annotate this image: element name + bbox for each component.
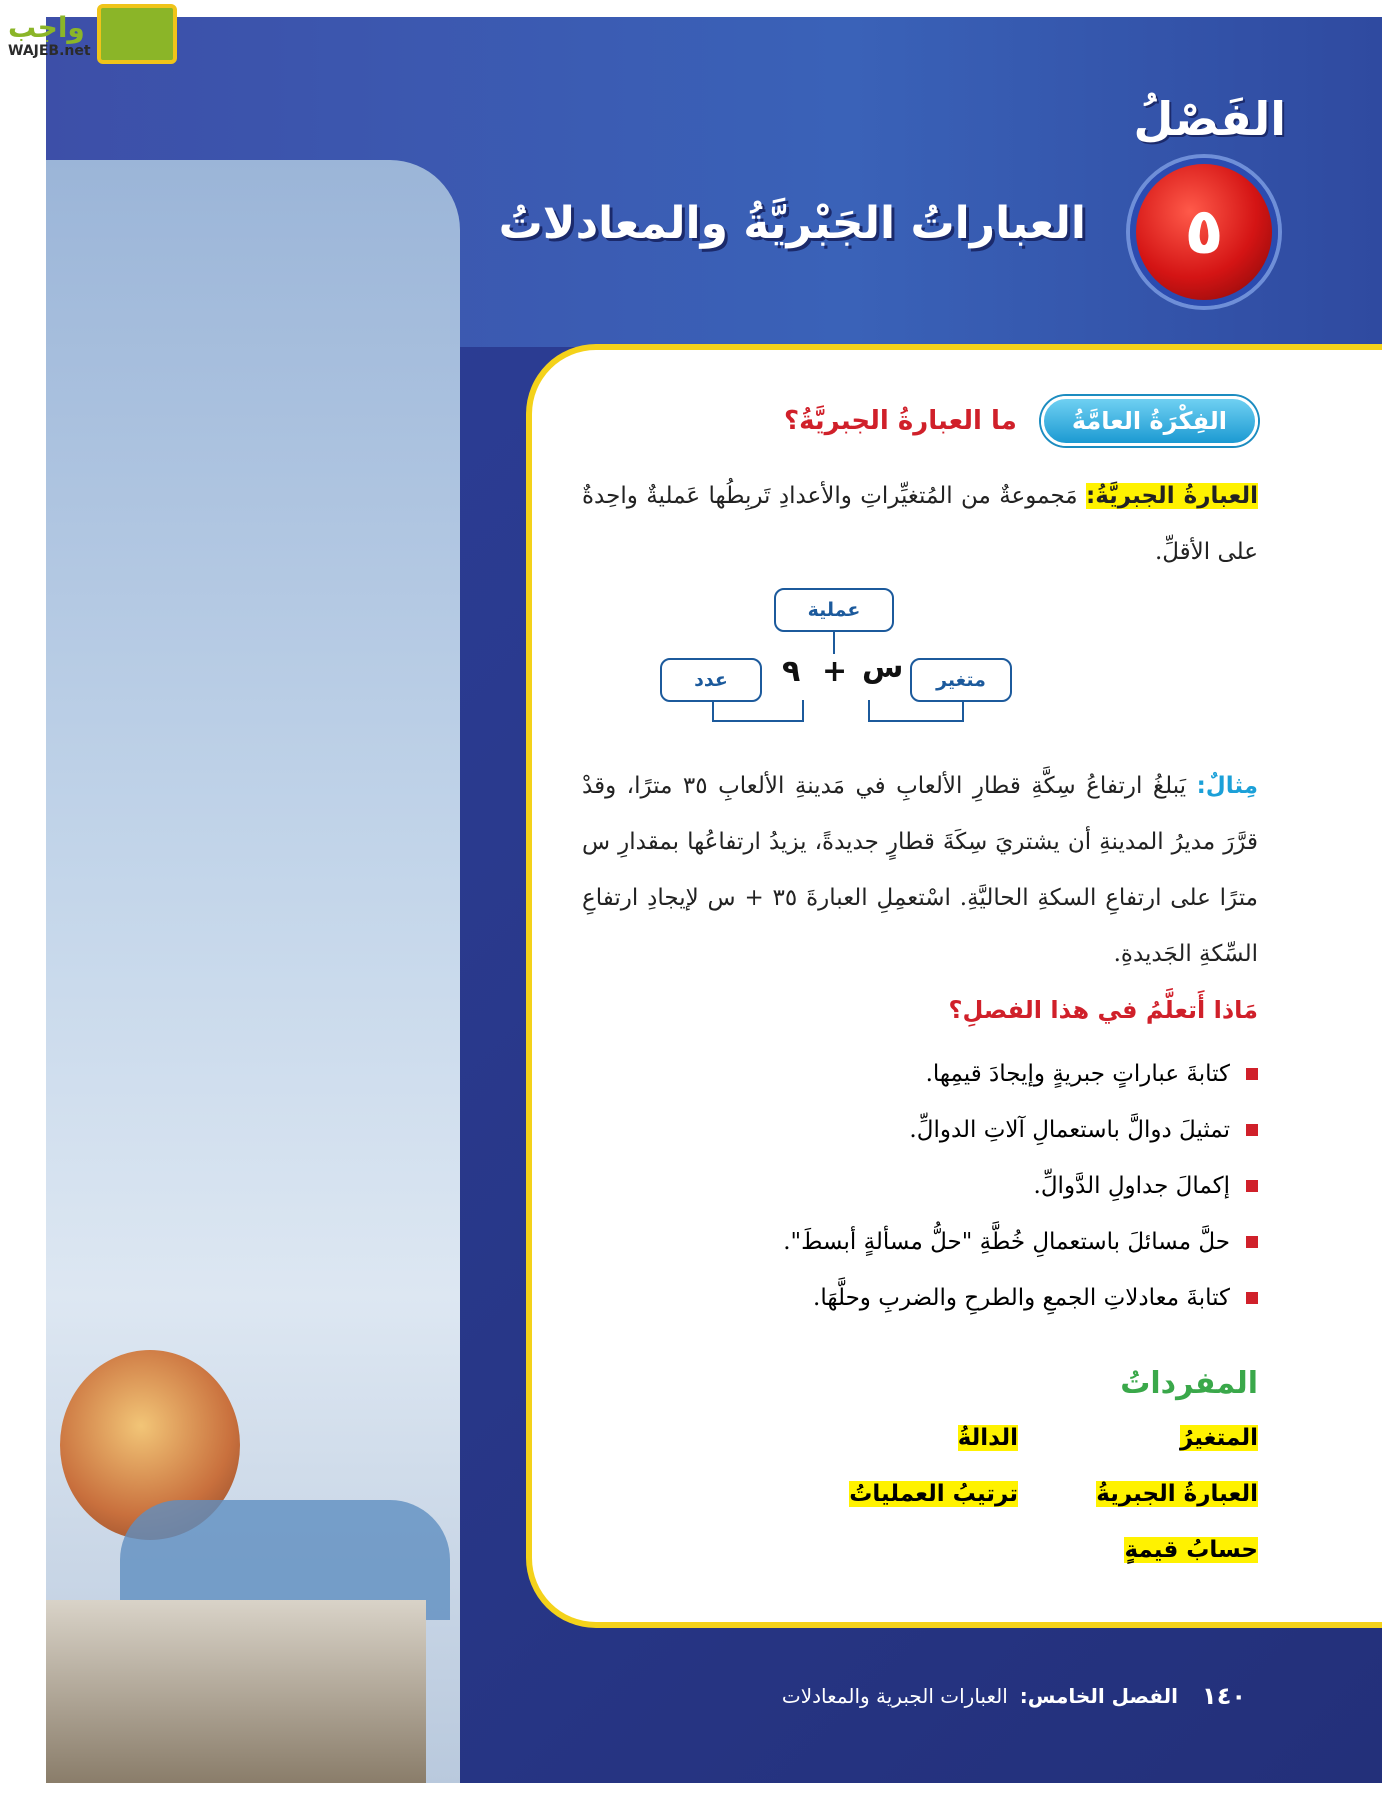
learn-list xyxy=(582,1046,1258,1326)
book-icon xyxy=(97,4,177,64)
connector xyxy=(712,702,714,720)
footer-chapter: الفصل الخامس: xyxy=(1019,1684,1178,1708)
connector xyxy=(962,702,964,720)
list-item xyxy=(582,1046,1258,1102)
footer xyxy=(782,1684,1178,1708)
list-item-text: إكمالَ جداولِ الدَّوالِّ. xyxy=(1033,1173,1230,1199)
definition xyxy=(582,468,1258,580)
example xyxy=(582,758,1258,982)
vocab-term: المتغيرُ xyxy=(1179,1425,1258,1451)
expression-diagram xyxy=(582,588,1258,748)
list-item xyxy=(582,1214,1258,1270)
variable-symbol: س xyxy=(862,650,904,685)
definition-term: العبارةُ الجبريَّةُ: xyxy=(1086,483,1258,509)
variable-box: متغير xyxy=(910,658,1012,702)
arrow-up xyxy=(868,700,870,722)
vocab-term: ترتيبُ العملياتُ xyxy=(849,1481,1018,1507)
number-box: عدد xyxy=(660,658,762,702)
operation-box: عملية xyxy=(774,588,894,632)
list-item xyxy=(582,1270,1258,1326)
vocab-term: العبارةُ الجبريةُ xyxy=(1096,1481,1258,1507)
page-number: ١٤٠ xyxy=(1202,1682,1246,1710)
fair-stall-image xyxy=(46,1600,426,1783)
bullet-icon xyxy=(1246,1124,1258,1136)
list-item-text: حلَّ مسائلَ باستعمالِ خُطَّةِ "حلُّ مسألةٍ أبسطَ". xyxy=(783,1229,1230,1255)
logo-arabic: واجب xyxy=(8,10,85,44)
list-item-text: كتابةَ عباراتٍ جبريةٍ وإيجادَ قيمِها. xyxy=(925,1061,1230,1087)
bullet-icon xyxy=(1246,1292,1258,1304)
operation-symbol: + xyxy=(822,654,848,689)
list-item xyxy=(582,1102,1258,1158)
bullet-icon xyxy=(1246,1236,1258,1248)
bullet-icon xyxy=(1246,1180,1258,1192)
logo xyxy=(8,4,177,64)
vocab-term: حسابُ قيمةٍ xyxy=(1124,1537,1258,1563)
chapter-word: الفَصْلُ xyxy=(1133,92,1286,146)
logo-latin: WAJEB.net xyxy=(8,42,91,59)
list-item-text: كتابةَ معادلاتِ الجمعِ والطرحِ والضربِ وحلَّهَا. xyxy=(813,1285,1230,1311)
bullet-icon xyxy=(1246,1068,1258,1080)
vocab-grid xyxy=(582,1425,1258,1563)
big-idea-row xyxy=(582,396,1258,446)
example-label: مِثالٌ: xyxy=(1196,773,1258,799)
chapter-number-badge: ٥ xyxy=(1130,158,1278,306)
arrow-up xyxy=(802,700,804,722)
big-idea-question: ما العبارةُ الجبريَّةُ؟ xyxy=(784,406,1017,436)
connector xyxy=(712,720,802,722)
list-item-text: تمثيلَ دوالَّ باستعمالِ آلاتِ الدوالِّ. xyxy=(909,1117,1230,1143)
big-idea-label: الفِكْرَةُ العامَّةُ xyxy=(1041,396,1258,446)
example-text: يَبلغُ ارتفاعُ سِكَّةِ قطارِ الألعابِ في مَدينةِ الألعابِ ٣٥ مترًا، وقدْ قرَّرَ مديرُ المدينةِ أن يشتريَ سِكَةَ قطارٍ جديدةً، يزيدُ ارتفاعُها بمقدارِ س مترًا على ارتفاعِ السكةِ الحاليَّةِ. اسْتعمِلِ العبارةَ ٣٥ + س لإيجادِ ارتفاعِ السِّكةِ الجَديدةِ. xyxy=(582,773,1258,967)
chapter-title: العباراتُ الجَبْريَّةُ والمعادلاتُ xyxy=(498,198,1086,249)
definition-text: مَجموعةٌ من المُتغيِّراتِ والأعدادِ تَربِطُها عَمليةٌ واحِدةٌ على الأقلِّ. xyxy=(582,483,1258,565)
arrow-down xyxy=(833,632,835,654)
content-panel xyxy=(526,344,1382,1628)
vocab-term: الدالةُ xyxy=(957,1425,1018,1451)
list-item xyxy=(582,1158,1258,1214)
connector xyxy=(868,720,964,722)
learn-heading: مَاذا أَتعلَّمُ في هذا الفصلِ؟ xyxy=(948,996,1258,1024)
vocab-heading: المفرداتُ xyxy=(1120,1366,1258,1401)
number-symbol: ٩ xyxy=(782,654,801,689)
footer-title: العبارات الجبرية والمعادلات xyxy=(781,1684,1008,1708)
